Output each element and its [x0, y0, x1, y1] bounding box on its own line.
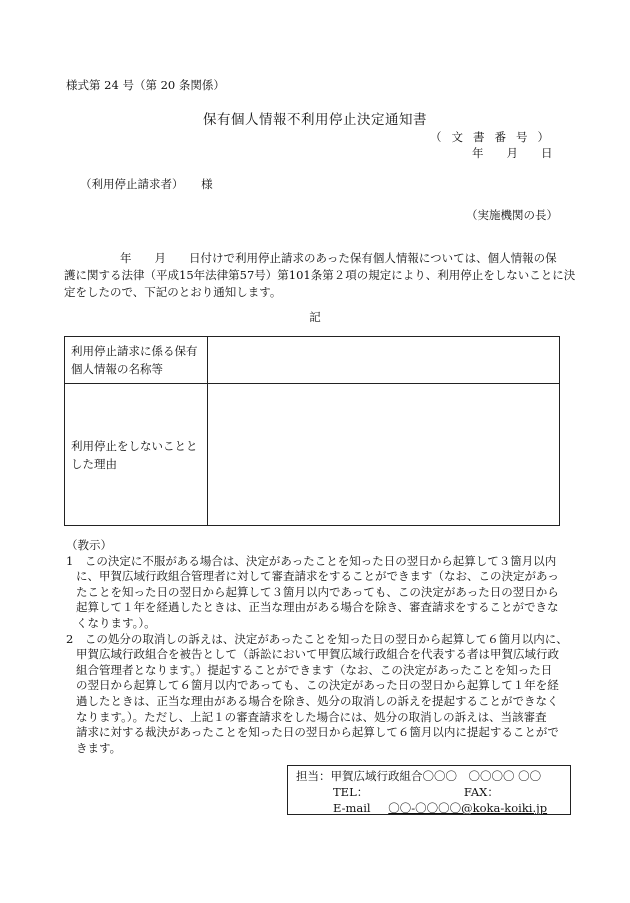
contact-box	[287, 765, 571, 815]
notes-line: 起算して１年を経過したときは、正当な理由がある場合を除き、審査請求をすることができな	[76, 600, 559, 615]
notes-line: くなります。）。	[76, 615, 156, 630]
notes-line: 過したときは、正当な理由がある場合を除き、処分の取消しの訴えを提起することができなく	[76, 693, 559, 708]
form-number: 様式第 24 号（第 20 条関係）	[66, 78, 225, 92]
table-value-cell	[208, 384, 560, 526]
email-address-link[interactable]: 〇〇-〇〇〇〇@koka-koiki.jp	[388, 801, 548, 815]
notes-line: 甲賀広域行政組合を被告として（訴訟において甲賀広域行政組合を代表する者は甲賀広域行政	[76, 647, 559, 662]
table-label-cell	[65, 337, 208, 384]
notes-line: きます。	[76, 740, 122, 755]
ki-heading: 記	[309, 310, 321, 324]
table-label-cell	[65, 384, 208, 526]
label-line: 利用停止をしないことと	[71, 438, 198, 453]
document-date: 年 月 日	[472, 146, 553, 160]
recipient-honorific: 様	[201, 177, 213, 191]
body-paragraph	[64, 250, 576, 301]
notes-line: に、甲賀広域行政組合管理者に対して審査請求をすることができます（なお、この決定があっ	[76, 569, 559, 584]
notes-line: 2 この処分の取消しの訴えは、決定があったことを知った日の翌日から起算して６箇月以内に、	[66, 631, 568, 646]
contact-phone-line	[296, 784, 570, 800]
tel-label: TEL：	[333, 785, 369, 799]
label-line: 個人情報の名称等	[71, 362, 163, 376]
body-line: 定をしたので、下記のとおり通知します。	[64, 285, 282, 299]
document-title: 保有個人情報不利用停止決定通知書	[203, 112, 427, 128]
notes-section	[66, 538, 576, 756]
contact-email-line	[296, 800, 570, 816]
recipient-name: （利用停止請求者）	[80, 177, 184, 191]
notes-line: 1 この決定に不服がある場合は、決定があったことを知った日の翌日から起算して３箇月以内	[66, 553, 557, 568]
document-number: （文書番号）	[430, 130, 559, 144]
issuer-name: （実施機関の長）	[466, 208, 558, 222]
body-line: 年 月 日付けで利用停止請求のあった保有個人情報については、個人情報の保	[120, 251, 557, 265]
notes-line: なります。）。ただし、上記１の審査請求をした場合には、処分の取消しの訴えは、当該審査	[76, 709, 547, 724]
table-value-cell	[208, 337, 560, 384]
table-row	[65, 384, 560, 526]
fax-label: FAX：	[463, 785, 499, 799]
notes-heading: （教示）	[66, 538, 112, 552]
info-table	[64, 336, 560, 526]
contact-person: 担当：甲賀広域行政組合〇〇〇 〇〇〇〇 〇〇	[296, 769, 542, 783]
label-line: した理由	[71, 456, 117, 471]
recipient-line	[80, 176, 213, 192]
table-row	[65, 337, 560, 384]
label-line: 利用停止請求に係る保有	[71, 344, 198, 358]
notes-line: たことを知った日の翌日から起算して３箇月以内であっても、この決定があった日の翌日から	[76, 584, 559, 599]
notes-line: の翌日から起算して６箇月以内であっても、この決定があった日の翌日から起算して１年を経	[76, 678, 559, 693]
notes-line: 請求に対する裁決があったことを知った日の翌日から起算して６箇月以内に提起することがで	[76, 725, 559, 740]
notes-line: 組合管理者となります。）提起することができます（なお、この決定があったことを知った日	[76, 662, 553, 677]
body-line: 護に関する法律（平成15年法律第57号）第101条第２項の規定により、利用停止をしないことに決	[64, 268, 576, 282]
email-label: E-mail	[333, 801, 371, 815]
